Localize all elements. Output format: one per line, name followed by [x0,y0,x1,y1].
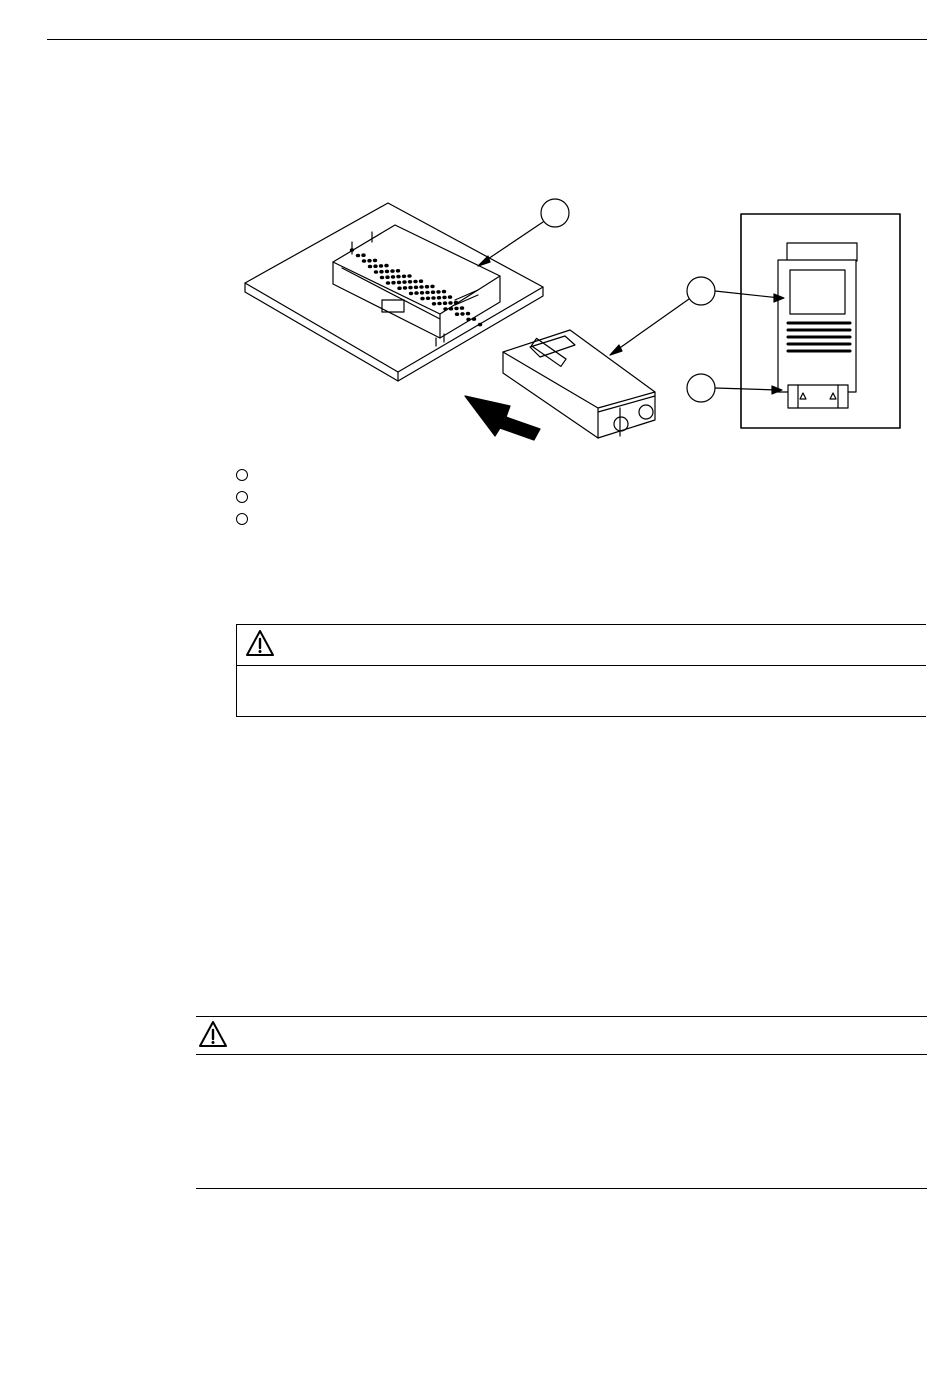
cage-perforation [420,297,424,301]
cage-perforation [442,296,446,300]
cage-perforation [460,306,464,310]
legend-circle-2 [236,491,248,503]
caution-notice-block [196,1016,927,1189]
cage-perforation [407,274,411,278]
cage-perforation [436,290,440,294]
cage-perforation [431,290,435,294]
cage-perforation [430,285,434,289]
cage-perforation [472,317,476,321]
caution-block-top-rule [196,1016,927,1017]
cage-perforation [443,307,447,311]
figure-legend [236,464,256,530]
legend-item-2 [236,486,256,508]
cage-perforation [368,265,372,269]
cage-perforation [374,270,378,274]
cage-perforation [478,323,482,327]
cage-perforation [414,286,418,290]
cage-perforation [431,296,435,300]
cage-perforation [396,275,400,279]
cage-perforation [442,290,446,294]
cage-perforation [350,248,354,252]
cage-perforation [448,295,452,299]
cage-perforation [379,270,383,274]
caution-block-bottom-rule [196,1188,927,1189]
cage-perforation [443,301,447,305]
caution-notice-box [236,624,926,717]
cage-perforation [419,285,423,289]
cage-perforation [380,276,384,280]
cage-perforation [397,281,401,285]
legend-item-1 [236,464,256,486]
cage-perforation [420,291,424,295]
cage-perforation [379,264,383,268]
warning-triangle-icon [198,1020,228,1048]
legend-item-3 [236,508,256,530]
cage-perforation [402,275,406,279]
cage-perforation [396,269,400,273]
gbic-installation-figure [240,195,905,445]
cage-perforation [425,285,429,289]
header-rule [47,39,927,40]
cage-perforation [362,259,366,263]
caution-notice-header [237,625,926,666]
cage-perforation [391,275,395,279]
cage-perforation [425,291,429,295]
cage-perforation [409,292,413,296]
cage-perforation [460,312,464,316]
cage-perforation [403,286,407,290]
cage-perforation [437,296,441,300]
callout-1 [478,199,569,266]
cage-perforation [385,275,389,279]
gbic-inset [741,214,900,428]
cage-perforation [390,269,394,273]
callout-3 [687,374,782,402]
cage-perforation [455,312,459,316]
cage-perforation [361,253,365,257]
warning-triangle-icon [245,629,275,657]
cage-perforation [408,280,412,284]
cage-perforation [454,301,458,305]
cage-perforation [384,264,388,268]
insertion-arrow [465,396,540,440]
cage-perforation [466,318,470,322]
gbic-module [503,330,655,438]
cage-perforation [449,307,453,311]
cage-perforation [414,291,418,295]
cage-perforation [408,286,412,290]
cage-perforation [432,302,436,306]
caution-block-header-rule [196,1054,927,1055]
cage-perforation [367,259,371,263]
cage-perforation [386,281,390,285]
cage-perforation [426,297,430,301]
cage-perforation [454,307,458,311]
cage-perforation [397,286,401,290]
callout-2 [610,277,784,355]
cage-perforation [373,259,377,263]
legend-circle-1 [236,469,248,481]
cage-perforation [437,302,441,306]
cage-perforation [402,280,406,284]
cage-perforation [413,280,417,284]
cage-perforation [356,254,360,258]
cage-perforation [419,279,423,283]
cage-perforation [385,270,389,274]
cage-perforation [373,264,377,268]
cage-perforation [466,312,470,316]
cage-perforation [448,301,452,305]
cage-perforation [391,281,395,285]
legend-circle-3 [236,513,248,525]
